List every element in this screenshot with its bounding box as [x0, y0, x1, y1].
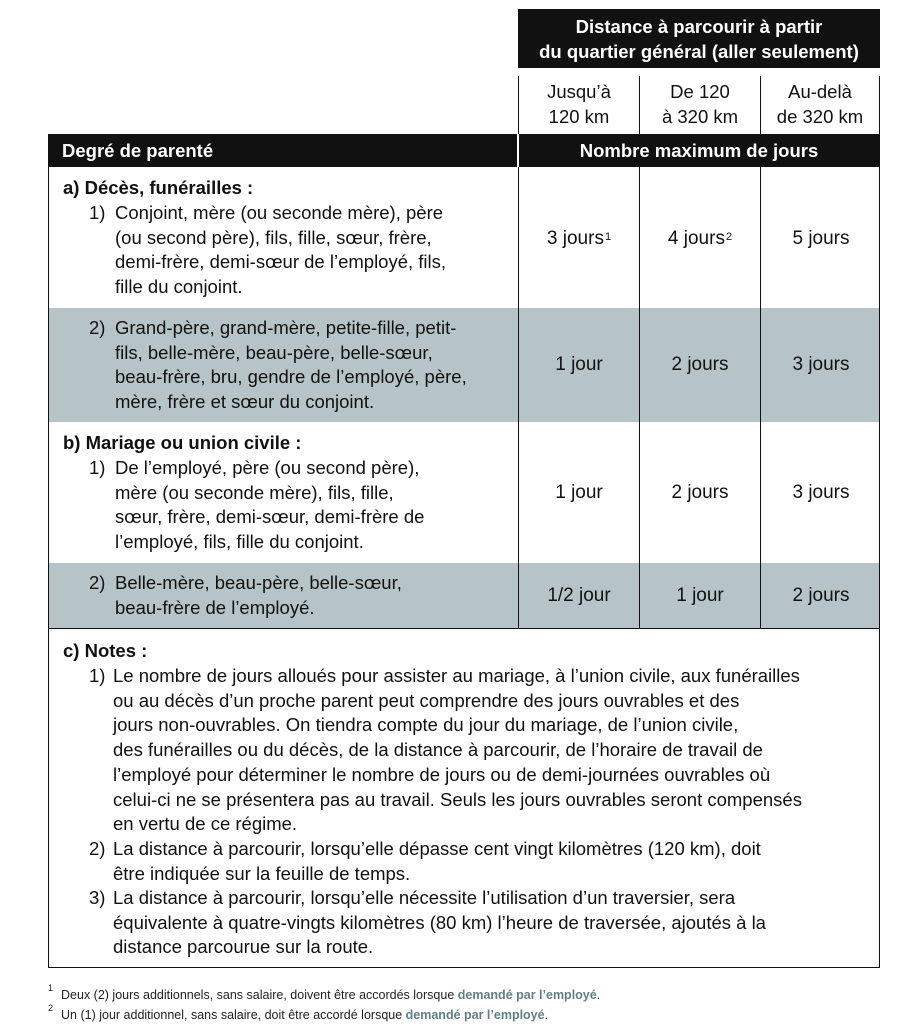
notes-box — [48, 628, 880, 968]
footnote-end: . — [596, 988, 601, 1003]
max-days-header: Nombre maximum de jours — [579, 140, 819, 161]
footnote-ref-2: 2 — [725, 230, 733, 243]
item-text — [115, 201, 446, 299]
item-line: Conjoint, mère (ou seconde mère), père — [115, 202, 444, 223]
table-row — [48, 563, 880, 628]
column-header-3-line1: Au-delà — [788, 81, 852, 102]
footnote-text: Deux (2) jours additionnels, sans salaire, doivent être accordés lorsque — [61, 988, 458, 1003]
row-description — [49, 308, 519, 422]
cell-value: 4 jours — [667, 227, 725, 249]
footnote-highlight: demandé par l’employé — [457, 988, 597, 1003]
note-line: être indiquée sur la feuille de temps. — [113, 862, 411, 884]
footnote-mark: 2 — [48, 1003, 54, 1013]
item-line: Grand-père, grand-mère, petite-fille, petit- — [115, 317, 457, 338]
footnote-1 — [48, 983, 601, 1003]
footnote-text: Un (1) jour additionnel, sans salaire, doit être accordé lorsque — [61, 1008, 406, 1023]
item-text — [115, 456, 424, 554]
table-row — [48, 167, 880, 308]
item-text — [115, 571, 402, 620]
note-line: Le nombre de jours alloués pour assister au mariage, à l’union civile, aux funérailles — [113, 665, 800, 686]
item-line: sœur, frère, demi-sœur, demi-frère de — [115, 506, 425, 527]
section-a-title: a) Décès, funérailles : — [63, 177, 254, 198]
item-line: De l’employé, père (ou second père), — [115, 457, 420, 478]
item-line: beau-frère, bru, gendre de l’employé, père, — [115, 366, 467, 387]
item-line: mère (ou seconde mère), fils, fille, — [115, 481, 394, 503]
item-number: 2) — [89, 572, 106, 593]
cell-up-to-120: 1/2 jour — [519, 563, 640, 628]
item-line: mère, frère et sœur du conjoint. — [115, 390, 375, 412]
item-number: 1) — [89, 202, 106, 223]
note-line: celui-ci ne se présentera pas au travail. Seuls les jours ouvrables seront compensés — [113, 788, 802, 810]
note-number: 1) — [89, 665, 106, 686]
cell-up-to-120: 1 jour — [519, 422, 640, 563]
item-text — [115, 316, 467, 414]
distance-header-line2: du quartier général (aller seulement) — [539, 41, 859, 62]
distance-header — [518, 9, 880, 68]
item-line: Belle-mère, beau-père, belle-sœur, — [115, 572, 402, 593]
cell-120-to-320: 2 jours — [640, 308, 761, 422]
footnote-highlight: demandé par l’employé — [405, 1008, 545, 1023]
section-b-title: b) Mariage ou union civile : — [63, 432, 302, 453]
note-text — [113, 837, 873, 886]
item-number: 2) — [89, 317, 106, 338]
table-row — [48, 422, 880, 563]
cell-value: 3 jours — [546, 227, 604, 249]
row-description — [49, 422, 519, 563]
footnote-ref-1: 1 — [604, 230, 612, 243]
column-header-1-line2: 120 km — [548, 106, 610, 127]
note-line: La distance à parcourir, lorsqu’elle dépasse cent vingt kilomètres (120 km), doit — [113, 838, 761, 859]
note-line: équivalente à quatre-vingts kilomètres (80 km) l’heure de traversée, ajoutés à la — [113, 911, 766, 933]
note-number: 2) — [89, 838, 106, 859]
footnote-mark: 1 — [48, 983, 54, 993]
note-line: ou au décès d’un proche parent peut comprendre des jours ouvrables et des — [113, 689, 740, 711]
item-line: demi-frère, demi-sœur de l’employé, fils, — [115, 251, 447, 272]
note-line: des funérailles ou du décès, de la distance à parcourir, de l’horaire de travail de — [113, 739, 763, 761]
note-line: l’employé pour déterminer le nombre de jours ou de demi-journées ouvrables où — [113, 763, 771, 785]
cell-120-to-320: 1 jour — [640, 563, 761, 628]
cell-up-to-120: 1 jour — [519, 308, 640, 422]
kinship-header: Degré de parenté — [62, 140, 214, 161]
item-line: (ou second père), fils, fille, sœur, frère, — [115, 226, 432, 248]
cell-up-to-120 — [519, 167, 640, 308]
note-text — [113, 886, 873, 960]
item-line: l’employé, fils, fille du conjoint. — [115, 530, 364, 552]
column-header-1-line1: Jusqu’à — [547, 81, 611, 102]
note-line: distance parcourue sur la route. — [113, 936, 374, 958]
column-header-3 — [760, 76, 880, 134]
row-description — [49, 563, 519, 628]
column-header-2 — [639, 76, 760, 134]
cell-over-320: 2 jours — [792, 584, 850, 606]
note-number: 3) — [89, 887, 106, 908]
cell-120-to-320: 2 jours — [640, 422, 761, 563]
column-header-2-line1: De 120 — [670, 81, 730, 102]
table-header-bar — [48, 134, 880, 167]
note-line: jours non-ouvrables. On tiendra compte du jour du mariage, de l’union civile, — [113, 714, 739, 736]
item-number: 1) — [89, 457, 106, 478]
item-line: fille du conjoint. — [115, 275, 243, 297]
column-header-2-line2: à 320 km — [661, 106, 739, 127]
column-header-3-line2: de 320 km — [776, 106, 864, 127]
footnote-end: . — [544, 1008, 549, 1023]
item-line: beau-frère de l’employé. — [115, 596, 315, 618]
footnote-2 — [48, 1003, 549, 1023]
cell-120-to-320 — [640, 167, 761, 308]
note-line: en vertu de ce régime. — [113, 813, 298, 835]
table-row — [48, 308, 880, 422]
row-description — [49, 167, 519, 308]
notes-title: c) Notes : — [63, 640, 148, 661]
column-header-1 — [518, 76, 639, 134]
cell-over-320: 3 jours — [792, 354, 850, 375]
note-line: La distance à parcourir, lorsqu’elle nécessite l’utilisation d’un traversier, sera — [113, 887, 736, 908]
cell-over-320: 3 jours — [792, 481, 850, 503]
item-line: fils, belle-mère, beau-père, belle-sœur, — [115, 341, 433, 363]
cell-over-320 — [761, 167, 881, 308]
cell-value: 5 jours — [792, 227, 850, 249]
note-text — [113, 664, 873, 837]
distance-header-line1: Distance à parcourir à partir — [575, 16, 823, 37]
